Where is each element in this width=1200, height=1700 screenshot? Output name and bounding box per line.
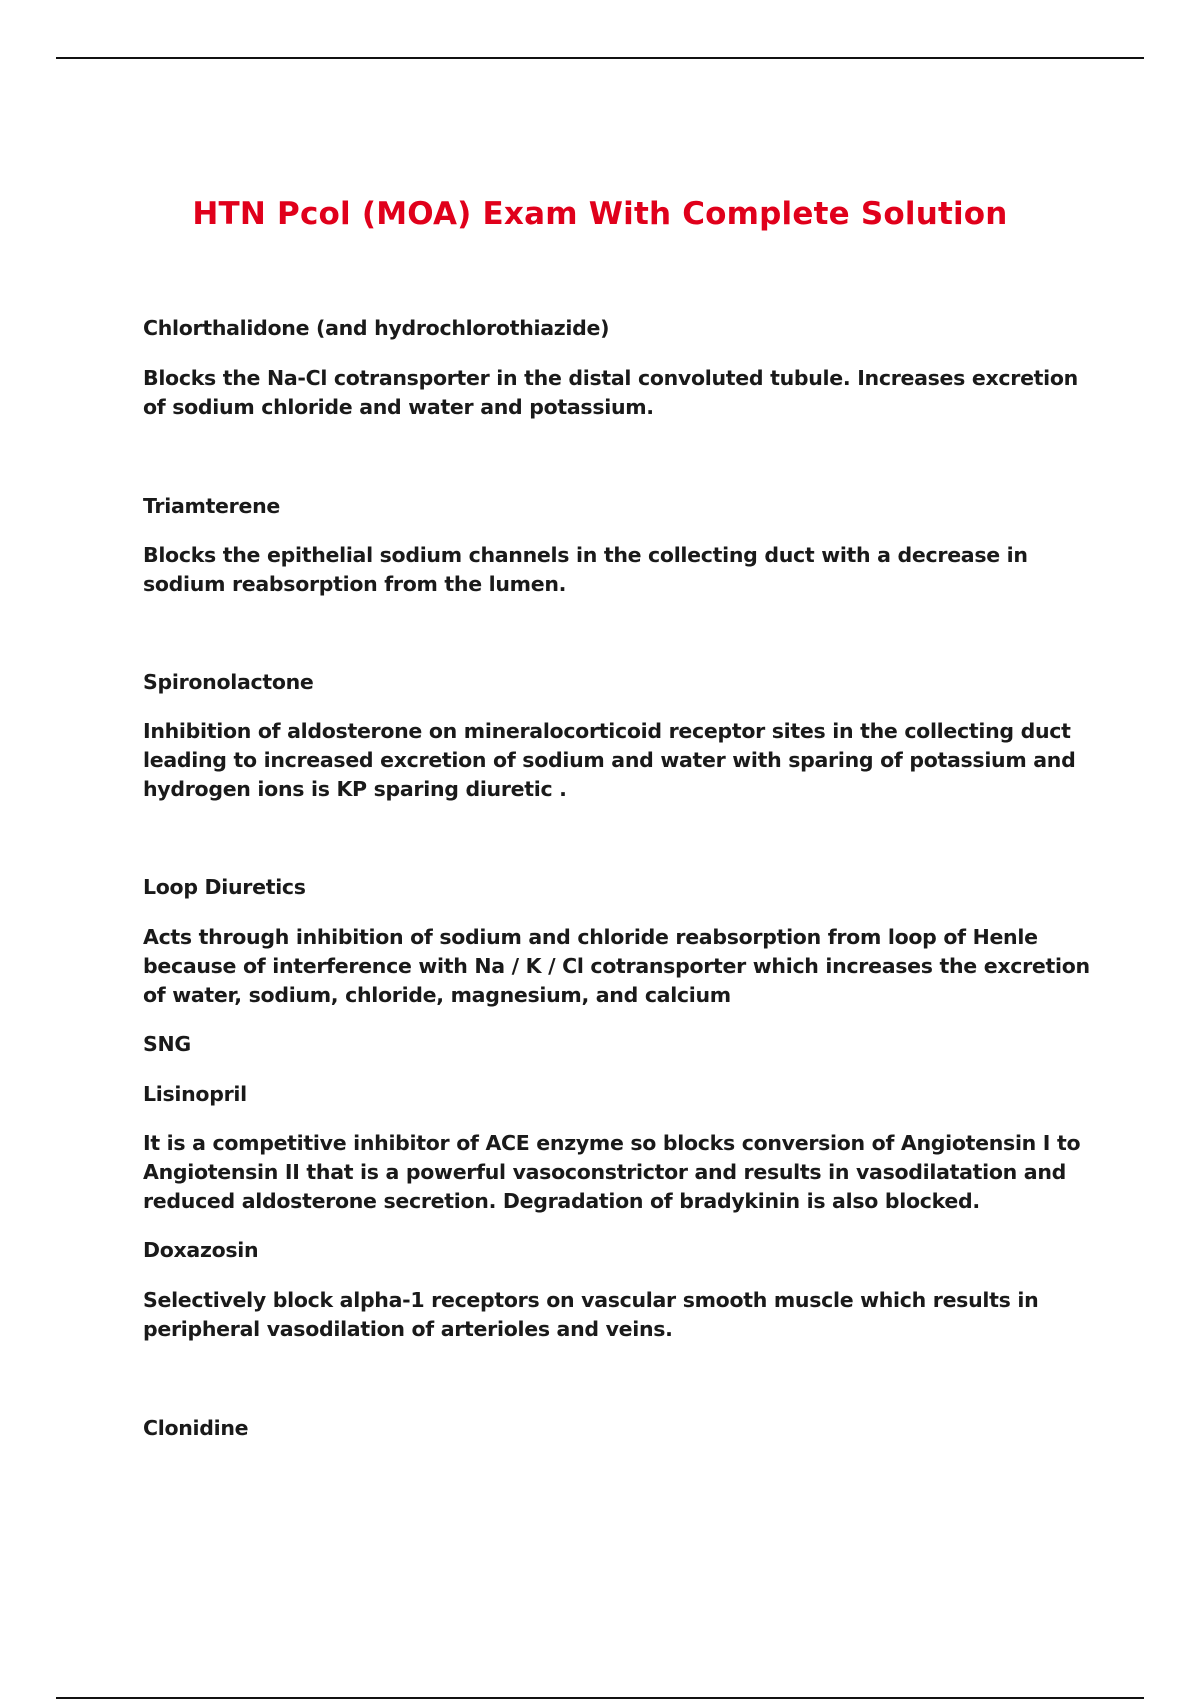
definition-triamterene: Blocks the epithelial sodium channels in the collecting duct with a decrease in sodium reabsorption from the lumen. bbox=[143, 543, 1028, 596]
definition-lisinopril: It is a competitive inhibitor of ACE enzyme so blocks conversion of Angiotensin I to Angiotensin II that is a powerful vasoconstrictor and results in vasodilatation and reduced aldosterone secretion. Degradation of bradykinin is also blocked. bbox=[143, 1131, 1081, 1213]
definition-doxazosin: Selectively block alpha-1 receptors on vascular smooth muscle which results in peripheral vasodilation of arterioles and veins. bbox=[143, 1288, 1039, 1341]
term-lisinopril: Lisinopril bbox=[143, 1082, 247, 1106]
term-sng: SNG bbox=[143, 1032, 191, 1056]
definition-loop-diuretics: Acts through inhibition of sodium and chloride reabsorption from loop of Henle because of interference with Na / K / Cl cotransporter which increases the excretion of water, sodium, chloride, magnesium, and calcium bbox=[143, 925, 1090, 1007]
qa-list bbox=[143, 314, 1093, 1443]
bottom-rule bbox=[56, 1697, 1144, 1699]
term-loop-diuretics: Loop Diuretics bbox=[143, 875, 306, 899]
page-title: HTN Pcol (MOA) Exam With Complete Solution bbox=[192, 196, 1008, 232]
definition-spironolactone: Inhibition of aldosterone on mineralocorticoid receptor sites in the collecting duct leading to increased excretion of sodium and water with sparing of potassium and hydrogen ions is KP sparing diuretic . bbox=[143, 719, 1076, 801]
term-doxazosin: Doxazosin bbox=[143, 1238, 259, 1262]
term-chlorthalidone: Chlorthalidone (and hydrochlorothiazide) bbox=[143, 316, 610, 340]
term-triamterene: Triamterene bbox=[143, 494, 280, 518]
term-spironolactone: Spironolactone bbox=[143, 670, 314, 694]
definition-chlorthalidone: Blocks the Na-Cl cotransporter in the distal convoluted tubule. Increases excretion of sodium chloride and water and potassium. bbox=[143, 366, 1078, 419]
top-rule bbox=[56, 57, 1144, 59]
term-clonidine: Clonidine bbox=[143, 1416, 249, 1440]
